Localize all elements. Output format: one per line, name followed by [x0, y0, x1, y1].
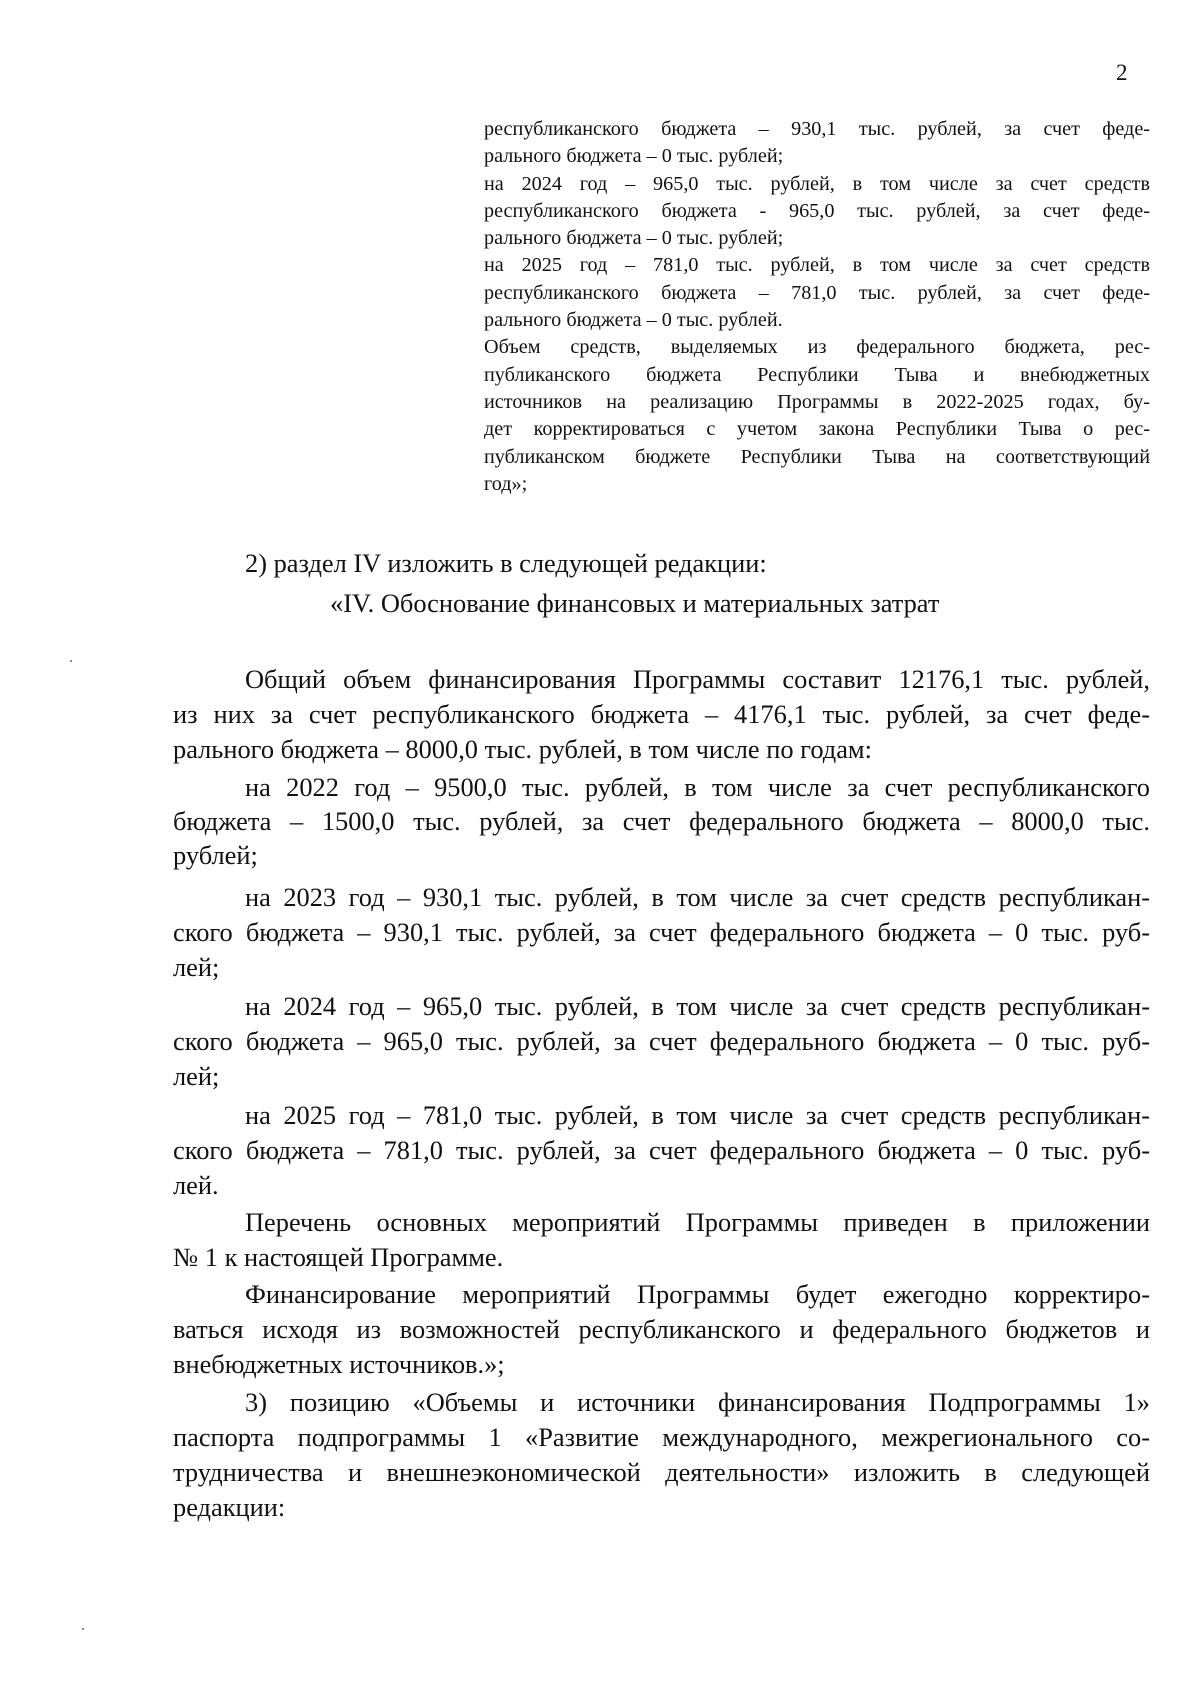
paragraph-line: лей. [173, 1170, 219, 1200]
column-line: республиканского бюджета – 781,0 тыс. рублей, за счет феде- [484, 281, 1150, 304]
paragraph-line: из них за счет республиканского бюджета – 4176,1 тыс. рублей, за счет феде- [173, 699, 1150, 729]
paragraph-line: Финансирование мероприятий Программы будет ежегодно корректиро- [245, 1279, 1150, 1309]
column-line: Объем средств, выделяемых из федерального бюджета, рес- [484, 336, 1150, 359]
paragraph-line: бюджета – 1500,0 тыс. рублей, за счет федерального бюджета – 8000,0 тыс. [173, 806, 1150, 836]
paragraph-line: ского бюджета – 930,1 тыс. рублей, за счет федерального бюджета – 0 тыс. руб- [173, 917, 1150, 947]
column-line: рального бюджета – 0 тыс. рублей; [484, 227, 784, 250]
paragraph-line: на 2023 год – 930,1 тыс. рублей, в том числе за счет средств республикан- [245, 882, 1150, 912]
scan-speck [70, 660, 72, 662]
section-heading: «IV. Обоснование финансовых и материальных затрат [330, 588, 940, 618]
column-line: публиканском бюджете Республики Тыва на соответствующий [484, 445, 1150, 468]
column-line: источников на реализацию Программы в 2022-2025 годах, бу- [484, 390, 1150, 413]
paragraph-2023 [173, 880, 1150, 985]
paragraph-funding-adjustment [173, 1277, 1150, 1382]
column-line: на 2025 год – 781,0 тыс. рублей, в том числе за счет средств [484, 254, 1150, 277]
paragraph-line: трудничества и внешнеэкономической деятельности» изложить в следующей [173, 1457, 1150, 1487]
paragraph-line: на 2025 год – 781,0 тыс. рублей, в том числе за счет средств республикан- [245, 1100, 1150, 1130]
paragraph-line: редакции: [173, 1492, 286, 1522]
paragraph-line: рального бюджета – 8000,0 тыс. рублей, в том числе по годам: [173, 734, 872, 764]
column-line: рального бюджета – 0 тыс. рублей. [484, 309, 783, 332]
item-2-text: 2) раздел IV изложить в следующей редакции: [245, 548, 767, 578]
paragraph-measures-list [173, 1205, 1150, 1275]
column-line: республиканского бюджета - 965,0 тыс. рублей, за счет феде- [484, 199, 1150, 222]
paragraph-2022 [173, 770, 1150, 872]
paragraph-line: ского бюджета – 965,0 тыс. рублей, за счет федерального бюджета – 0 тыс. руб- [173, 1026, 1150, 1056]
paragraph-line: ского бюджета – 781,0 тыс. рублей, за счет федерального бюджета – 0 тыс. руб- [173, 1135, 1150, 1165]
paragraph-2024 [173, 989, 1150, 1094]
funding-column-text [484, 116, 1150, 498]
paragraph-2025 [173, 1098, 1150, 1203]
paragraph-line: паспорта подпрограммы 1 «Развитие международного, межрегионального со- [173, 1422, 1150, 1452]
paragraph-line: ваться исходя из возможностей республиканского и федерального бюджетов и [173, 1314, 1150, 1344]
paragraph-item-3 [173, 1385, 1150, 1525]
column-line: рального бюджета – 0 тыс. рублей; [484, 145, 784, 168]
paragraph-line: Общий объем финансирования Программы составит 12176,1 тыс. рублей, [245, 664, 1150, 694]
column-line: год»; [484, 472, 528, 495]
column-line: публиканского бюджета Республики Тыва и внебюджетных [484, 363, 1150, 386]
paragraph-line: на 2022 год – 9500,0 тыс. рублей, в том числе за счет республиканского [245, 772, 1150, 802]
column-line: республиканского бюджета – 930,1 тыс. рублей, за счет феде- [484, 118, 1150, 140]
paragraph-total-funding [173, 662, 1150, 767]
paragraph-line: на 2024 год – 965,0 тыс. рублей, в том числе за счет средств республикан- [245, 991, 1150, 1021]
paragraph-line: лей; [173, 952, 220, 982]
page-number: 2 [1116, 60, 1128, 85]
column-line: на 2024 год – 965,0 тыс. рублей, в том числе за счет средств [484, 172, 1150, 195]
paragraph-line: № 1 к настоящей Программе. [173, 1242, 504, 1272]
paragraph-line: рублей; [173, 840, 258, 870]
paragraph-line: внебюджетных источников.»; [173, 1349, 505, 1379]
paragraph-line: 3) позицию «Объемы и источники финансирования Подпрограммы 1» [245, 1387, 1150, 1417]
column-line: дет корректироваться с учетом закона Республики Тыва о рес- [484, 418, 1150, 441]
paragraph-line: лей; [173, 1061, 220, 1091]
paragraph-line: Перечень основных мероприятий Программы приведен в приложении [245, 1207, 1150, 1237]
scan-speck [82, 1628, 84, 1630]
